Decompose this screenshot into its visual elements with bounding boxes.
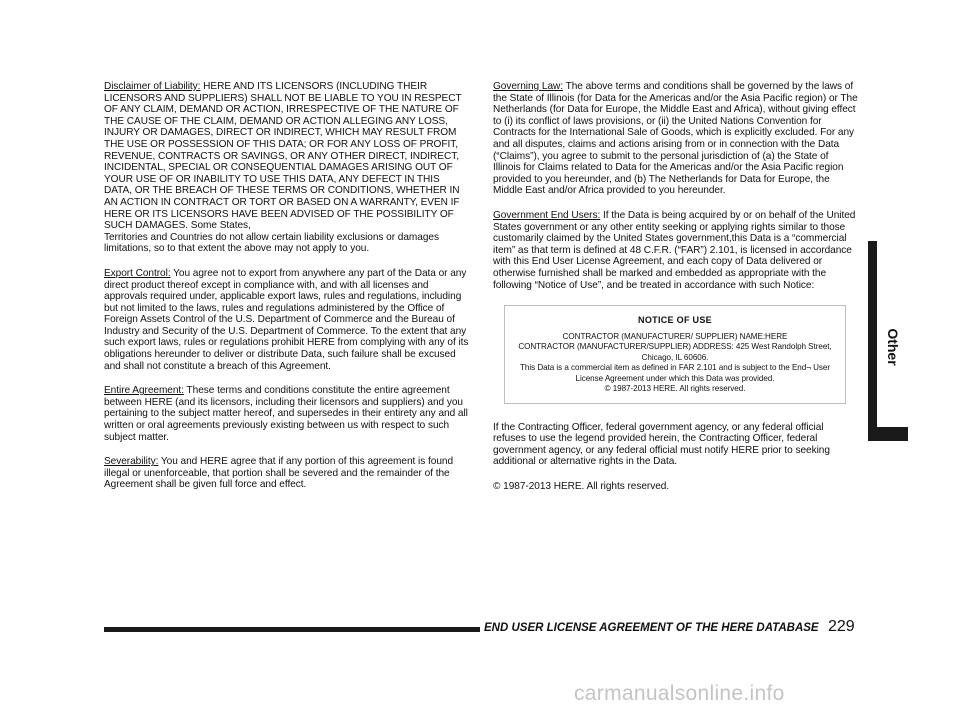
severability-heading: Severability: xyxy=(104,456,159,468)
entire-agreement-heading: Entire Agreement: xyxy=(104,385,184,397)
disclaimer-text: HERE AND ITS LICENSORS (INCLUDING THEIR LICENSORS AND SUPPLIERS) SHALL NOT BE LIABLE TO YOU IN RESPECT OF ANY CLAIM, DEMAND OR ACTION, IRRESPECTIVE OF THE NATURE OF THE CAUSE OF THE CLAIM, DEMAND OR ACTION ALLEGING ANY LOSS, INJURY OR DAMAGES, DIRECT OR INDIRECT, WHICH MAY RESULT FROM THE USE OR POSSESSION OF THIS DATA; OR FOR ANY LOSS OF PROFIT, REVENUE, CONTRACTS OR SAVINGS, OR ANY OTHER DIRECT, INDIRECT, INCIDENTAL, SPECIAL OR CONSEQUENTIAL DAMAGES ARISING OUT OF YOUR USE OF OR INABILITY TO USE THIS DATA, ANY DEFECT IN THIS DATA, OR THE BREACH OF THESE TERMS OR CONDITIONS, WHETHER IN AN ACTION IN CONTRACT OR TORT OR BASED ON A WARRANTY, EVEN IF HERE OR ITS LICENSORS HAVE BEEN ADVISED OF THE POSSIBILITY OF SUCH DAMAGES. Some States, xyxy=(104,81,462,232)
government-end-users-text: If the Data is being acquired by or on behalf of the United States government or any other entity seeking or applying rights similar to those customarily claimed by the United States government,this Data is a “commercial item” as that term is defined at 48 C.F.R. (“FAR”) 2.101, is licensed in accordance with this End User License Agreement, and each copy of Data delivered or otherwise furnished shall be marked and embedded as appropriate with the following “Notice of Use”, and be treated in accordance with such Notice: xyxy=(493,209,856,291)
disclaimer-text-continued: Territories and Countries do not allow certain liability exclusions or damages limitations, so to that extent the above may not apply to you. xyxy=(104,231,439,255)
notice-line: This Data is a commercial item as defined in FAR 2.101 and is subject to the End¬ User License Agreement under which this Data was provided. xyxy=(520,363,830,383)
notice-line: © 1987-2013 HERE. All rights reserved. xyxy=(604,384,746,394)
section-side-tab xyxy=(868,241,908,441)
page-number: 229 xyxy=(828,618,855,635)
notice-line: CONTRACTOR (MANUFACTURER/SUPPLIER) ADDRESS: 425 West Randolph Street, Chicago, IL 60606. xyxy=(518,342,832,362)
notice-of-use-box xyxy=(504,305,846,404)
footer-title: END USER LICENSE AGREEMENT OF THE HERE DATABASE xyxy=(484,622,819,634)
severability-section xyxy=(104,456,469,491)
side-tab-label-container xyxy=(878,297,908,397)
right-column xyxy=(493,81,858,506)
entire-agreement-section xyxy=(104,385,469,443)
export-control-heading: Export Control: xyxy=(104,267,171,279)
export-control-section xyxy=(104,268,469,372)
side-tab-bar xyxy=(868,241,877,441)
government-end-users-heading: Government End Users: xyxy=(493,209,601,221)
government-end-users-section xyxy=(493,210,858,291)
notice-line: CONTRACTOR (MANUFACTURER/ SUPPLIER) NAME:HERE xyxy=(562,331,788,341)
side-tab-label: Other xyxy=(885,328,901,366)
export-control-text: You agree not to export from anywhere any part of the Data or any direct product thereof except in compliance with, and with all licenses and approvals required under, applicable export laws, rules and regulations, including but not limited to the laws, rules and regulations administered by the Office of Foreign Assets Control of the U.S. Department of Commerce and the Bureau of Industry and Security of the U.S. Department of Commerce. To the extent that any such export laws, rules or regulations prohibit HERE from complying with any of its obligations hereunder to deliver or distribute Data, such failure shall be excused and shall not constitute a breach of this Agreement. xyxy=(104,267,469,372)
watermark: carmanualsonline.info xyxy=(574,682,785,705)
left-column xyxy=(104,81,469,504)
footer-rule xyxy=(104,627,480,632)
governing-law-section xyxy=(493,81,858,197)
disclaimer-section xyxy=(104,81,469,255)
entire-agreement-text: These terms and conditions constitute the entire agreement between HERE (and its licensors, including their licensors and suppliers) and you pertaining to the subject matter hereof, and supersedes in their entirety any and all written or oral agreements previously existing between us with respect to such subject matter. xyxy=(104,385,468,443)
notice-title: NOTICE OF USE xyxy=(638,315,712,326)
governing-law-heading: Governing Law: xyxy=(493,81,563,92)
severability-text: You and HERE agree that if any portion of this agreement is found illegal or unenforceable, that portion shall be severed and the remainder of the Agreement shall be given full force and effect. xyxy=(104,456,454,491)
contracting-officer-paragraph: If the Contracting Officer, federal government agency, or any federal official refuses to use the legend provided herein, the Contracting Officer, federal government agency, or any federal official must notify HERE prior to seeking additional or alternative rights in the Data. xyxy=(493,421,830,468)
copyright-notice: © 1987-2013 HERE. All rights reserved. xyxy=(493,480,670,492)
side-tab-foot xyxy=(868,427,908,441)
disclaimer-heading: Disclaimer of Liability: xyxy=(104,81,201,92)
governing-law-text: The above terms and conditions shall be governed by the laws of the State of Illinois (for Data for the Americas and/or the Asia Pacific region) or The Netherlands (for Data for Europe, the Middle East and Africa), without giving effect to (i) its conflict of laws provisions, or (ii) the United Nations Convention for Contracts for the International Sale of Goods, which is explicitly excluded. For any and all disputes, claims and actions arising from or in connection with the Data (“Claims”), you agree to submit to the personal jurisdiction of (a) the State of Illinois for Claims related to Data for the Americas and/or the Asia Pacific region provided to you hereunder, and (b) The Netherlands for Data for Europe, the Middle East and/or Africa provided to you hereunder. xyxy=(493,81,858,197)
